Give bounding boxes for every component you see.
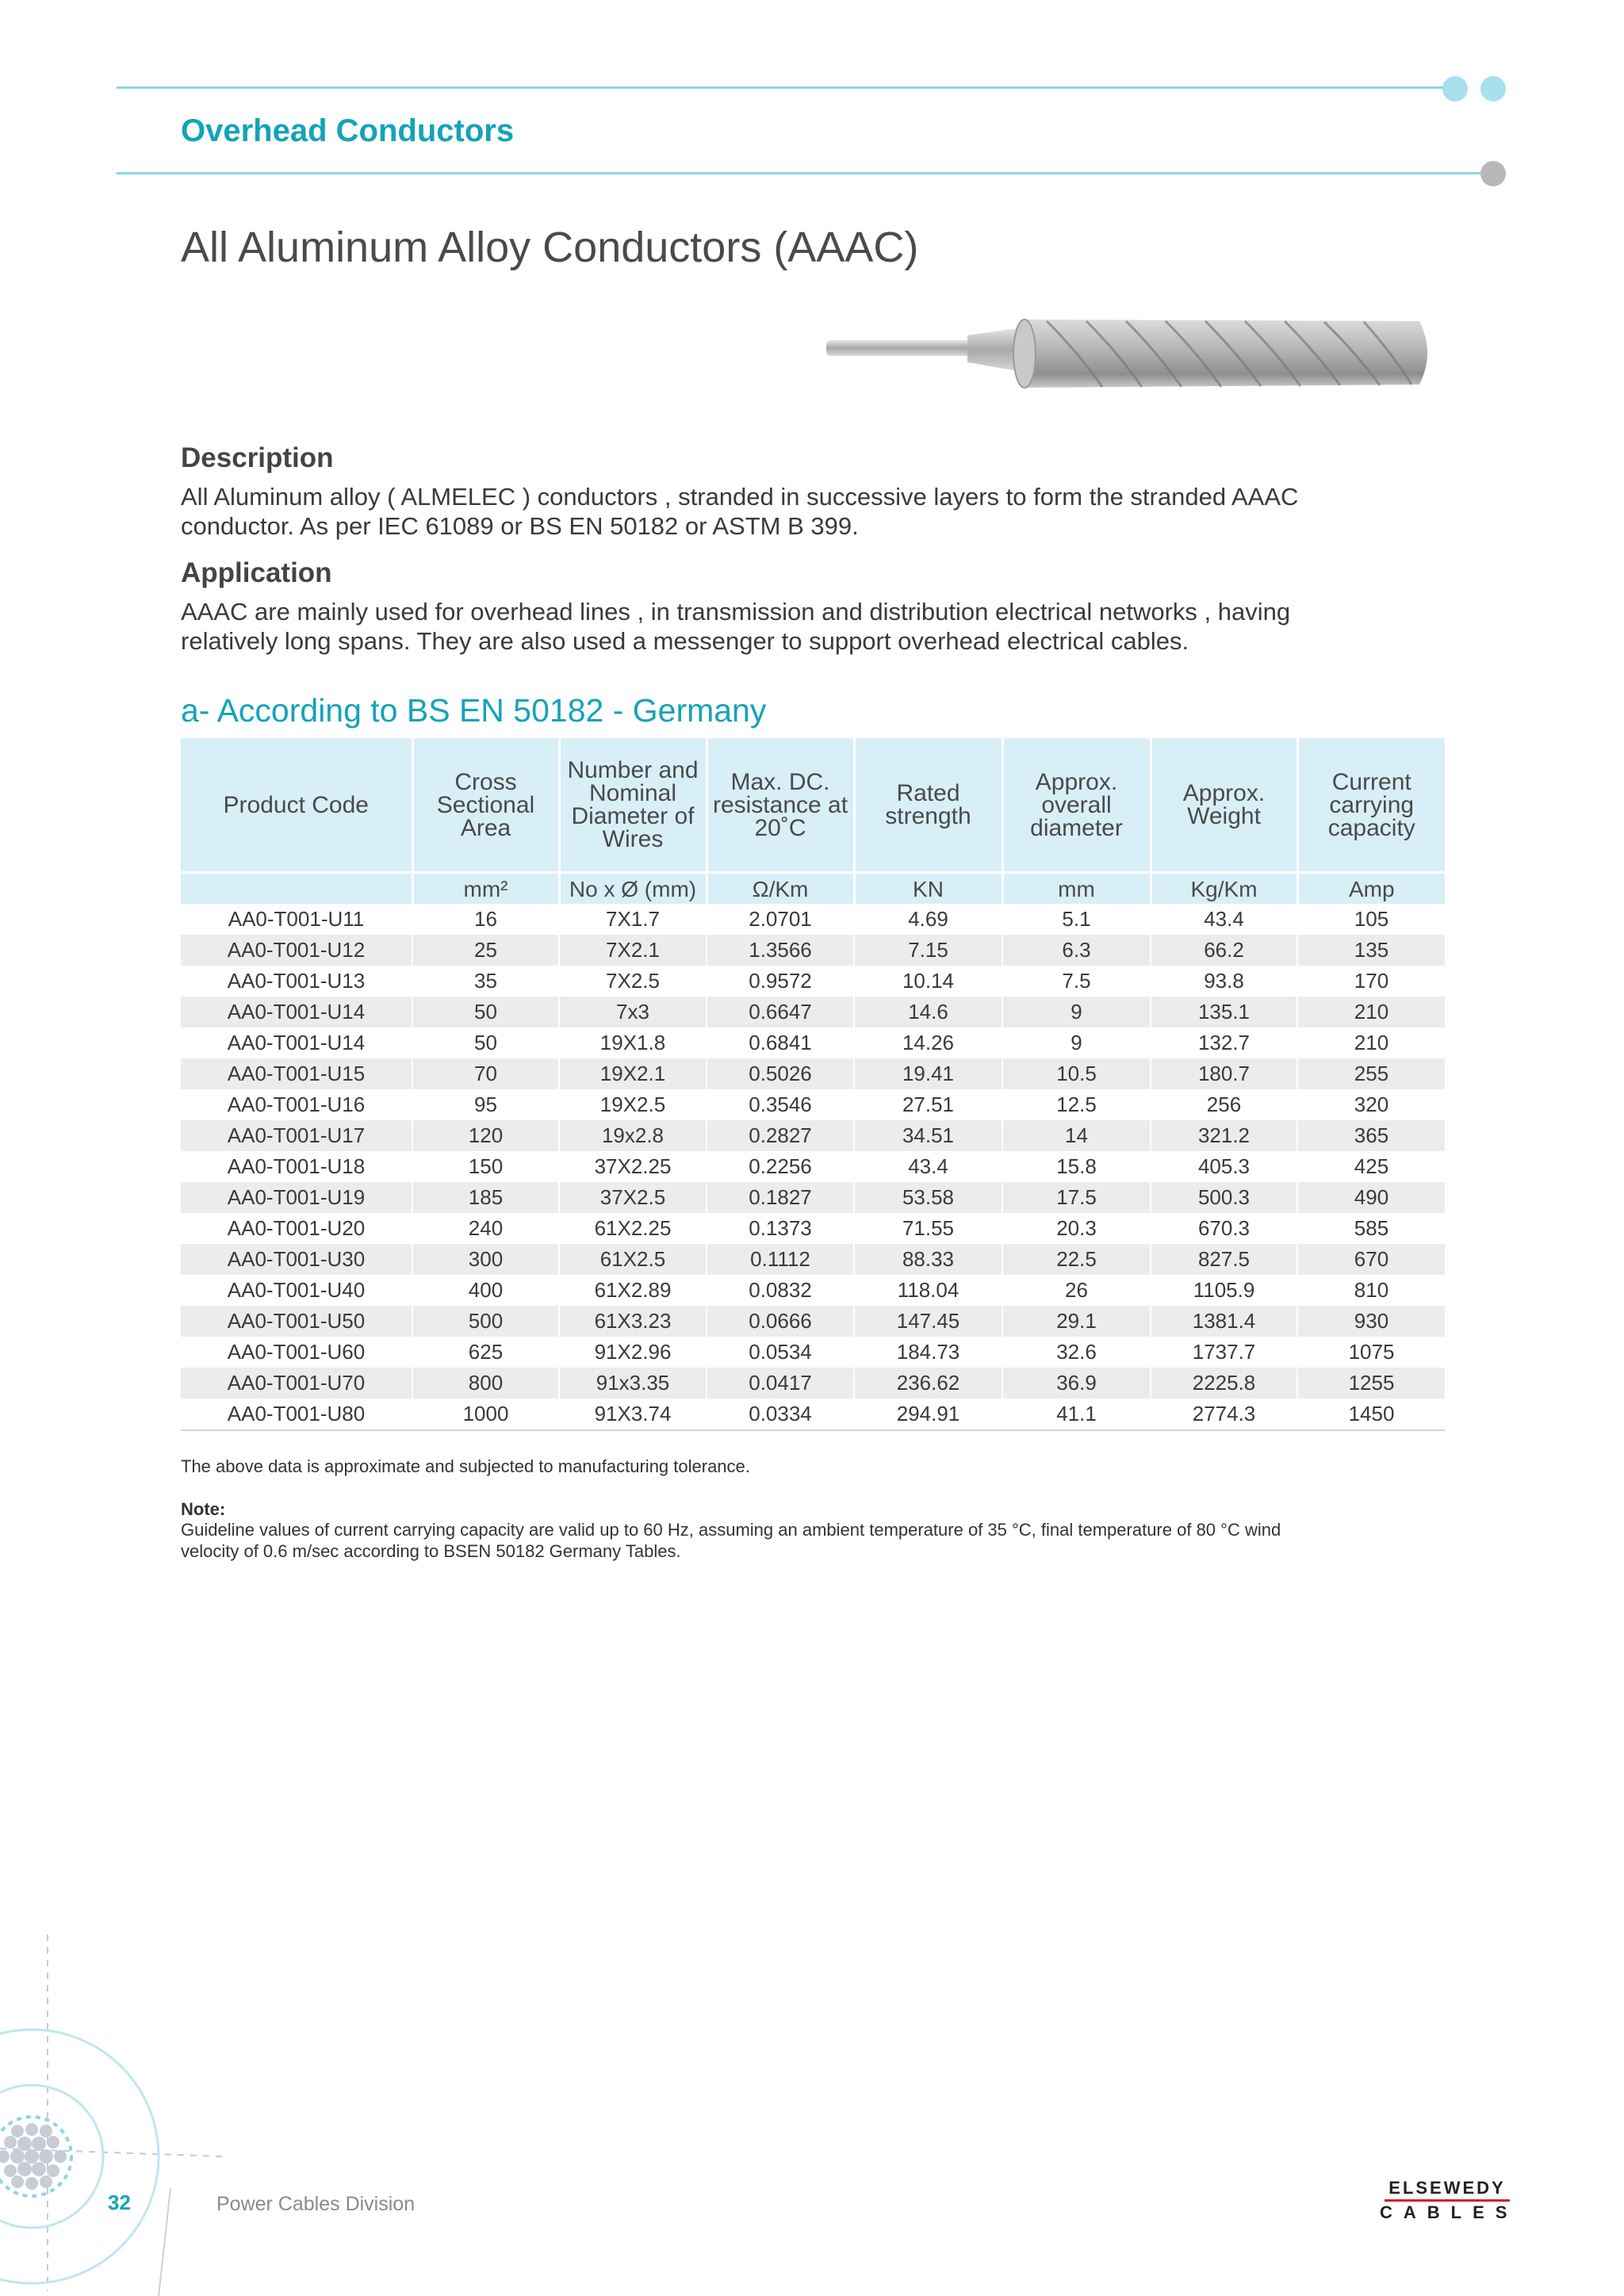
table-row: [181, 1027, 1445, 1058]
table-cell: 400: [412, 1275, 559, 1306]
table-cell: 66.2: [1151, 935, 1297, 966]
table-cell: 135: [1297, 935, 1445, 966]
table-cell: 1255: [1297, 1368, 1445, 1399]
table-cell: 35: [412, 966, 559, 997]
table-cell: 25: [412, 935, 559, 966]
table-cell: 120: [412, 1120, 559, 1151]
table-cell: 7x3: [559, 997, 707, 1027]
table-cell: 27.51: [854, 1089, 1002, 1120]
application-line-2: relatively long spans. They are also used a messenger to support overhead electrical cables.: [181, 627, 1189, 655]
table-cell: 320: [1354, 1093, 1389, 1116]
table-cell: 490: [1297, 1182, 1445, 1213]
table-cell: AA0-T001-U11: [181, 904, 412, 935]
table-cell: AA0-T001-U50: [181, 1306, 412, 1337]
table-cell: 132.7: [1151, 1027, 1297, 1058]
table-cell: 1381.4: [1151, 1306, 1297, 1337]
unit-wires: No x Ø (mm): [559, 873, 707, 905]
table-cell: 2774.3: [1151, 1399, 1297, 1430]
table-cell: 210: [1297, 997, 1445, 1027]
table-cell: 1000: [412, 1399, 559, 1430]
table-cell: 0.2827: [707, 1120, 854, 1151]
table-cell: 7.5: [1002, 966, 1151, 997]
table-cell: 1075: [1348, 1340, 1395, 1364]
header-product-code: Product Code: [181, 738, 412, 873]
header-cross-section: Cross Sectional Area: [412, 738, 559, 873]
table-cell: 0.9572: [707, 966, 854, 997]
footer-cable-graphic: [0, 1927, 222, 2296]
table-cell: 71.55: [854, 1213, 1002, 1244]
table-cell: 91X2.96: [559, 1337, 707, 1368]
table-cell: 91X3.74: [559, 1399, 707, 1430]
table-cell: 43.4: [854, 1151, 1002, 1182]
table-cell: 34.51: [854, 1120, 1002, 1151]
application-heading: Application: [181, 557, 332, 588]
table-cell: AA0-T001-U14: [181, 997, 412, 1027]
table-row: [181, 1399, 1445, 1430]
table-cell: 70: [412, 1058, 559, 1089]
table-cell: 2.0701: [707, 904, 854, 935]
company-logo: [1380, 2178, 1519, 2222]
table-cell: 210: [1354, 1031, 1389, 1054]
table-cell: AA0-T001-U60: [181, 1337, 412, 1368]
description-heading: Description: [181, 442, 334, 473]
table-cell: 0.1827: [707, 1182, 854, 1213]
header-current-capacity: Current carrying capacity: [1297, 738, 1445, 873]
header-diameter: Approx. overall diameter: [1002, 738, 1151, 873]
table-cell: AA0-T001-U19: [181, 1182, 412, 1213]
table-cell: 26: [1002, 1275, 1151, 1306]
page-number: 32: [108, 2191, 131, 2214]
unit-product-code: [181, 873, 412, 905]
table-cell: 61X2.5: [559, 1244, 707, 1275]
table-row: [181, 1368, 1445, 1399]
table-cell: AA0-T001-U15: [181, 1058, 412, 1089]
description-line-1: All Aluminum alloy ( ALMELEC ) conductors , stranded in successive layers to form the stranded AAAC: [181, 483, 1299, 511]
table-cell: 1.3566: [707, 935, 854, 966]
table-cell: 240: [412, 1213, 559, 1244]
table-row: [181, 997, 1445, 1027]
table-cell: 256: [1151, 1089, 1297, 1120]
table-row: [181, 1120, 1445, 1151]
table-cell: 41.1: [1002, 1399, 1151, 1430]
table-cell: 585: [1354, 1216, 1389, 1240]
table-cell: 20.3: [1002, 1213, 1151, 1244]
table-cell: 236.62: [854, 1368, 1002, 1399]
spec-table-body: [181, 904, 1445, 1430]
table-cell: 1737.7: [1151, 1337, 1297, 1368]
table-row: [181, 966, 1445, 997]
table-cell: 405.3: [1151, 1151, 1297, 1182]
header-rule-top: [117, 86, 1449, 89]
unit-current-capacity: Amp: [1297, 873, 1445, 905]
page-title: All Aluminum Alloy Conductors (AAAC): [181, 224, 919, 271]
table-cell: AA0-T001-U20: [181, 1213, 412, 1244]
table-cell: 6.3: [1002, 935, 1151, 966]
table-row: [181, 1058, 1445, 1089]
table-cell: AA0-T001-U17: [181, 1120, 412, 1151]
header-rule-bottom: [117, 172, 1480, 174]
table-cell: 147.45: [854, 1306, 1002, 1337]
table-cell: 10.5: [1002, 1058, 1151, 1089]
footer-cable-strands: [0, 2123, 67, 2190]
header-weight: Approx. Weight: [1151, 738, 1297, 873]
table-cell: AA0-T001-U70: [181, 1368, 412, 1399]
table-cell: 810: [1354, 1278, 1389, 1302]
table-cell: 32.6: [1002, 1337, 1151, 1368]
table-cell: 7X2.1: [559, 935, 707, 966]
table-cell: AA0-T001-U30: [181, 1244, 412, 1275]
table-row: [181, 1213, 1445, 1244]
table-cell: 294.91: [854, 1399, 1002, 1430]
header-wires: Number and Nominal Diameter of Wires: [559, 738, 707, 873]
table-cell: 16: [412, 904, 559, 935]
table-cell: 19.41: [854, 1058, 1002, 1089]
note-line-2: velocity of 0.6 m/sec according to BSEN 50182 Germany Tables.: [181, 1541, 681, 1561]
note-line-1: Guideline values of current carrying capacity are valid up to 60 Hz, assuming an ambient temperature of 35 °C, final temperature of 80 °C wind: [181, 1520, 1281, 1540]
table-cell: 0.6841: [707, 1027, 854, 1058]
table-cell: 105: [1354, 907, 1389, 931]
table-row: [181, 935, 1445, 966]
logo-bottom-text: CABLES: [1380, 2202, 1519, 2222]
table-cell: 17.5: [1002, 1182, 1151, 1213]
table-cell: 0.2256: [707, 1151, 854, 1182]
division-label: Power Cables Division: [216, 2193, 416, 2215]
section-title: Overhead Conductors: [181, 113, 515, 148]
table-cell: AA0-T001-U18: [181, 1151, 412, 1182]
table-title: a- According to BS EN 50182 - Germany: [181, 692, 767, 729]
table-cell: 118.04: [854, 1275, 1002, 1306]
table-cell: 14: [1002, 1120, 1151, 1151]
table-cell: 61X2.25: [559, 1213, 707, 1244]
table-cell: 255: [1297, 1058, 1445, 1089]
table-cell: 184.73: [854, 1337, 1002, 1368]
note-label: Note:: [181, 1499, 226, 1519]
table-cell: 9: [1002, 1027, 1151, 1058]
unit-weight: Kg/Km: [1151, 873, 1297, 905]
table-cell: 0.3546: [707, 1089, 854, 1120]
table-cell: 185: [412, 1182, 559, 1213]
table-cell: 0.1373: [707, 1213, 854, 1244]
table-cell: 827.5: [1151, 1244, 1297, 1275]
table-cell: AA0-T001-U12: [181, 935, 412, 966]
table-cell: 500.3: [1151, 1182, 1297, 1213]
table-row: [181, 1337, 1445, 1368]
conductor-cut-end: [1013, 320, 1036, 388]
table-cell: 2225.8: [1151, 1368, 1297, 1399]
table-cell: 930: [1297, 1306, 1445, 1337]
table-cell: 4.69: [854, 904, 1002, 935]
table-cell: AA0-T001-U13: [181, 966, 412, 997]
table-cell: 300: [412, 1244, 559, 1275]
disclaimer-text: The above data is approximate and subjected to manufacturing tolerance.: [181, 1456, 750, 1476]
unit-diameter: mm: [1002, 873, 1151, 905]
table-cell: 37X2.5: [559, 1182, 707, 1213]
spec-table: [181, 738, 1445, 1431]
table-cell: 170: [1354, 969, 1389, 993]
description-text: [181, 482, 1434, 541]
table-cell: 150: [412, 1151, 559, 1182]
table-cell: 50: [412, 1027, 559, 1058]
table-row: [181, 904, 1445, 935]
header-rated-strength: Rated strength: [854, 738, 1002, 873]
table-cell: 7.15: [854, 935, 1002, 966]
note-text: [181, 1519, 1450, 1562]
table-cell: 36.9: [1002, 1368, 1151, 1399]
table-cell: 88.33: [854, 1244, 1002, 1275]
table-cell: 19X2.1: [559, 1058, 707, 1089]
table-cell: 91x3.35: [559, 1368, 707, 1399]
table-cell: 7X2.5: [559, 966, 707, 997]
table-cell: 9: [1002, 997, 1151, 1027]
application-line-1: AAAC are mainly used for overhead lines , in transmission and distribution electrical networks , having: [181, 598, 1291, 626]
unit-resistance: Ω/Km: [707, 873, 854, 905]
table-cell: 93.8: [1151, 966, 1297, 997]
table-cell: 29.1: [1002, 1306, 1151, 1337]
table-cell: 50: [412, 997, 559, 1027]
logo-top-text: ELSEWEDY: [1388, 2178, 1506, 2198]
table-cell: 14.26: [854, 1027, 1002, 1058]
table-cell: 1450: [1297, 1399, 1445, 1430]
table-cell: 61X2.89: [559, 1275, 707, 1306]
table-row: [181, 1244, 1445, 1275]
table-cell: 1105.9: [1151, 1275, 1297, 1306]
table-cell: AA0-T001-U40: [181, 1275, 412, 1306]
table-cell: 0.0832: [707, 1275, 854, 1306]
header-resistance: Max. DC. resistance at 20˚C: [707, 738, 854, 873]
header-dot-1: [1442, 76, 1468, 101]
table-cell: 37X2.25: [559, 1151, 707, 1182]
table-cell: 800: [412, 1368, 559, 1399]
table-cell: 43.4: [1151, 904, 1297, 935]
table-cell: 0.5026: [707, 1058, 854, 1089]
table-cell: 19x2.8: [559, 1120, 707, 1151]
table-cell: 14.6: [854, 997, 1002, 1027]
footer-divider-line: [159, 2188, 170, 2296]
table-cell: 500: [412, 1306, 559, 1337]
table-cell: 12.5: [1002, 1089, 1151, 1120]
table-row: [181, 1275, 1445, 1306]
table-cell: 135.1: [1151, 997, 1297, 1027]
table-cell: 22.5: [1002, 1244, 1151, 1275]
table-cell: 10.14: [854, 966, 1002, 997]
table-cell: 7X1.7: [559, 904, 707, 935]
table-cell: 670: [1297, 1244, 1445, 1275]
table-cell: 19X1.8: [559, 1027, 707, 1058]
table-cell: 365: [1297, 1120, 1445, 1151]
table-cell: 625: [412, 1337, 559, 1368]
header-dot-2: [1480, 76, 1506, 101]
table-cell: 670.3: [1151, 1213, 1297, 1244]
table-cell: 61X3.23: [559, 1306, 707, 1337]
unit-cross-section: mm²: [412, 873, 559, 905]
table-row: [181, 1182, 1445, 1213]
table-cell: 95: [412, 1089, 559, 1120]
table-cell: 53.58: [854, 1182, 1002, 1213]
table-cell: 180.7: [1151, 1058, 1297, 1089]
header-dot-grey: [1480, 161, 1506, 186]
table-row: [181, 1089, 1445, 1120]
table-cell: 5.1: [1002, 904, 1151, 935]
table-row: [181, 1151, 1445, 1182]
table-cell: 19X2.5: [559, 1089, 707, 1120]
table-cell: 15.8: [1002, 1151, 1151, 1182]
table-cell: 0.1112: [707, 1244, 854, 1275]
table-cell: 0.0417: [707, 1368, 854, 1399]
application-text: [181, 597, 1434, 656]
table-cell: AA0-T001-U14: [181, 1027, 412, 1058]
description-line-2: conductor. As per IEC 61089 or BS EN 50182 or ASTM B 399.: [181, 512, 859, 540]
conductor-core: [826, 340, 977, 356]
table-cell: 425: [1354, 1154, 1389, 1178]
logo-red-bar: [1385, 2199, 1510, 2202]
conductor-image: [817, 305, 1451, 424]
table-cell: 0.0534: [707, 1337, 854, 1368]
table-cell: 0.0334: [707, 1399, 854, 1430]
table-cell: 321.2: [1151, 1120, 1297, 1151]
table-cell: AA0-T001-U16: [181, 1089, 412, 1120]
table-row: [181, 1306, 1445, 1337]
table-cell: 0.0666: [707, 1306, 854, 1337]
unit-rated-strength: KN: [854, 873, 1002, 905]
table-cell: 0.6647: [707, 997, 854, 1027]
table-cell: AA0-T001-U80: [181, 1399, 412, 1430]
